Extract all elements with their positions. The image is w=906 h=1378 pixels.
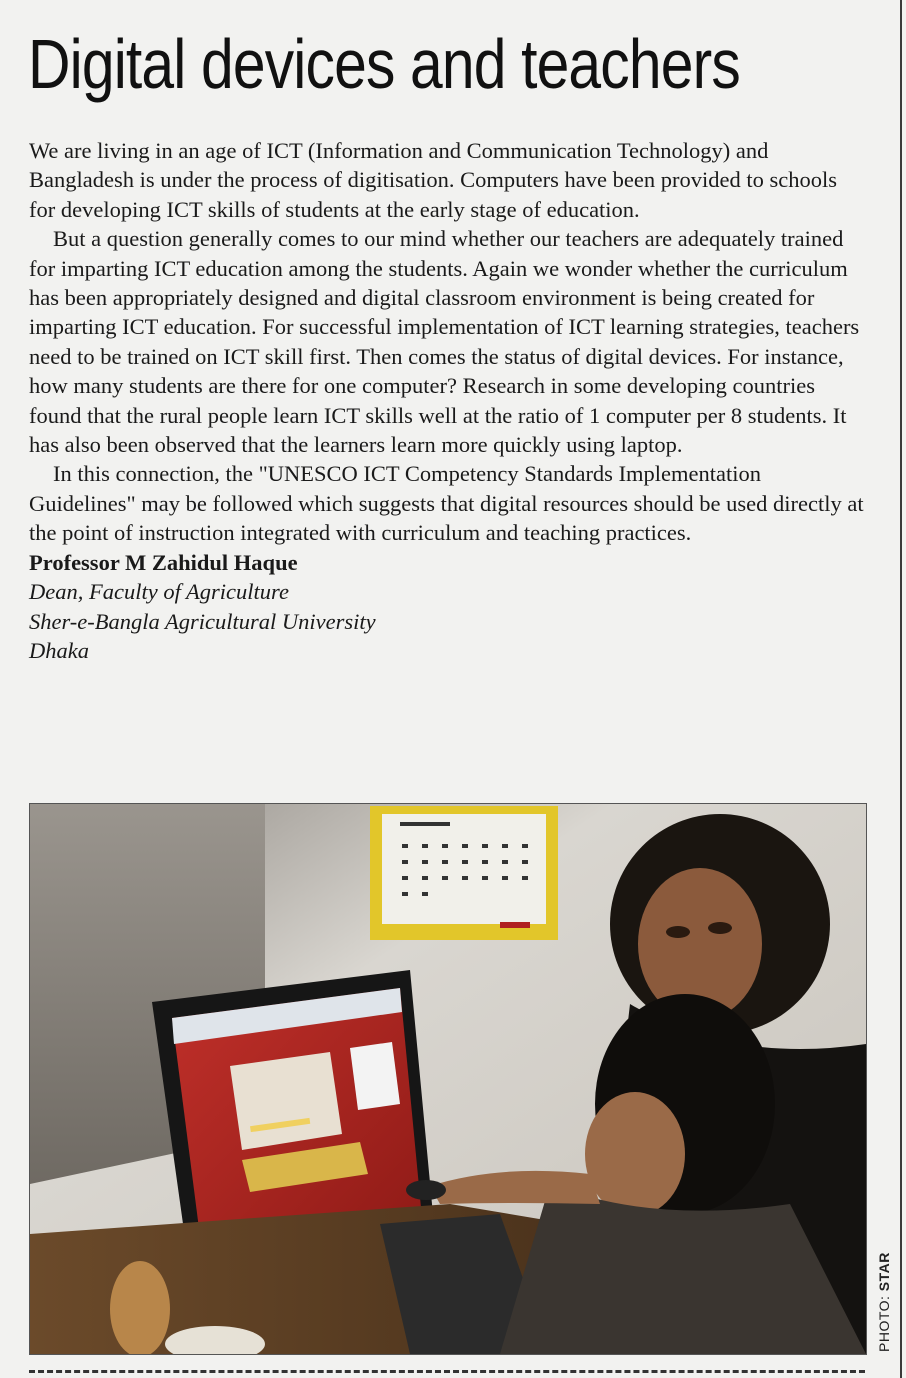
- paragraph-1: We are living in an age of ICT (Information and Communication Technology) and Bangladesh is under the process of digitisation. Computers have been provided to schools for developing ICT skills of students at the early stage of education.: [29, 138, 837, 222]
- news-photo: [29, 803, 867, 1355]
- photo-credit-label: PHOTO:: [876, 1291, 892, 1352]
- paragraph-3: In this connection, the "UNESCO ICT Competency Standards Implementation Guidelines" may be followed which suggests that digital resources should be used directly at the point of instruction integrated with curriculum and teaching practices.: [29, 461, 864, 546]
- photo-credit-source: STAR: [876, 1252, 892, 1292]
- column-rule: [900, 0, 902, 1378]
- paragraph-2: But a question generally comes to our mind whether our teachers are adequately trained for imparting ICT education among the students. Again we wonder whether the curriculum has been appropriately designed and digital classroom environment is being created for imparting ICT education. For successful implementation of ICT learning strategies, teachers need to be trained on ICT skill first. Then comes the status of digital devices. For instance, how many students are there for one computer? Research in some developing countries found that the rural people learn ICT skills well at the ratio of 1 computer per 8 students. It has also been observed that the learners learn more quickly using laptop.: [29, 226, 860, 458]
- headline: Digital devices and teachers: [28, 25, 740, 103]
- photo-credit: [876, 1252, 892, 1352]
- author-city: Dhaka: [29, 637, 89, 663]
- bottom-divider: [29, 1370, 865, 1373]
- author-name: Professor M Zahidul Haque: [29, 549, 298, 575]
- letter-body: [29, 136, 864, 665]
- author-institution: Sher-e-Bangla Agricultural University: [29, 608, 376, 634]
- author-title: Dean, Faculty of Agriculture: [29, 579, 289, 605]
